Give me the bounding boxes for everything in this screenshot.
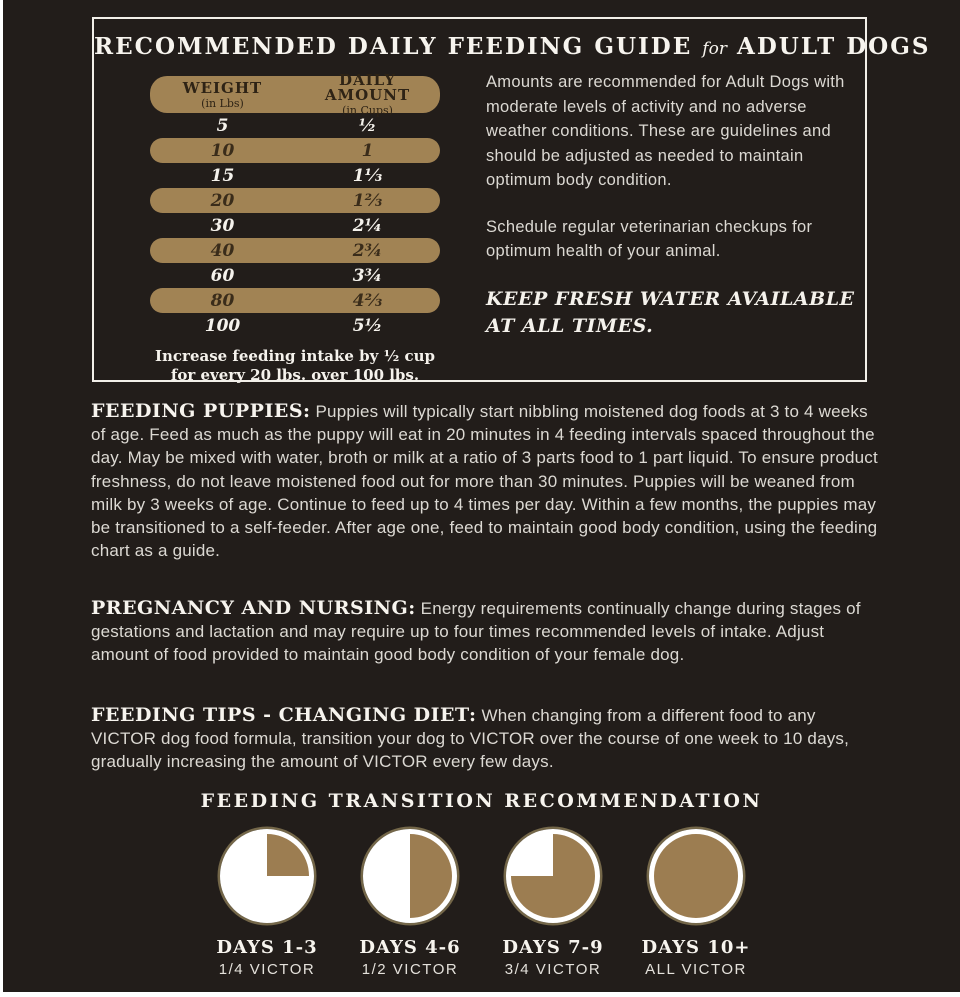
step-amount: 1/4 VICTOR bbox=[218, 961, 316, 978]
header-amount-label: DAILY AMOUNT bbox=[324, 71, 411, 104]
transition-step bbox=[339, 826, 482, 978]
guide-notes bbox=[486, 70, 858, 362]
note-fresh-water: KEEP FRESH WATER AVAILABLE AT ALL TIMES. bbox=[486, 287, 855, 337]
pie-chart-half bbox=[363, 829, 457, 923]
transition-title: FEEDING TRANSITION RECOMMENDATION bbox=[200, 790, 763, 812]
table-row bbox=[150, 313, 440, 338]
table-row bbox=[150, 113, 440, 138]
step-days: DAYS 4-6 bbox=[359, 937, 461, 958]
table-row bbox=[150, 263, 440, 288]
table-footnote bbox=[150, 347, 440, 385]
header-amount-sub: (in Cups) bbox=[342, 104, 393, 117]
row-amount: 2¾ bbox=[352, 240, 383, 261]
note-vet-checkups: Schedule regular veterinarian checkups for optimum health of your animal. bbox=[486, 217, 813, 260]
section-heading: FEEDING PUPPIES: bbox=[91, 400, 311, 422]
row-weight: 30 bbox=[210, 215, 235, 236]
feeding-table-header bbox=[150, 71, 440, 117]
header-weight-label: WEIGHT bbox=[182, 78, 263, 97]
row-weight: 10 bbox=[210, 140, 235, 161]
footnote-line1: Increase feeding intake by ½ cup bbox=[154, 347, 435, 365]
step-amount: ALL VICTOR bbox=[645, 961, 747, 978]
section-body: When changing from a different food to any VICTOR dog food formula, transition your dog to VICTOR over the course of one week to 10 days, gradually increasing the amount of VICTOR every few days. bbox=[91, 706, 850, 772]
label-panel bbox=[3, 0, 960, 992]
row-amount: 1 bbox=[361, 140, 374, 161]
transition-step bbox=[196, 826, 339, 978]
row-weight: 40 bbox=[210, 240, 235, 261]
guide-title bbox=[94, 33, 931, 60]
table-row bbox=[150, 138, 440, 163]
transition-step bbox=[625, 826, 768, 978]
step-days: DAYS 1-3 bbox=[216, 937, 318, 958]
table-row bbox=[150, 163, 440, 188]
step-amount: 1/2 VICTOR bbox=[361, 961, 459, 978]
section-body: Puppies will typically start nibbling moistened dog foods at 3 to 4 weeks of age. Feed as much as the puppy will eat in 20 minutes in 4 feeding intervals spaced throughout the day. May be mixed with water, broth or milk at a ratio of 3 parts food to 1 part liquid. To ensure product freshness, do not leave moistened food out for more than 30 minutes. Puppies will be weaned from milk by 3 weeks of age. Continue to feed up to 4 times per day. Within a few months, the puppies may be transitioned to a self-feeder. After age one, feed to maintain good body condition, using the feeding chart as a guide. bbox=[91, 402, 878, 561]
section-feeding-tips bbox=[91, 704, 879, 774]
section-heading: FEEDING TIPS - CHANGING DIET: bbox=[91, 704, 477, 726]
feeding-table bbox=[150, 71, 440, 385]
row-amount: 5½ bbox=[352, 315, 383, 336]
step-days: DAYS 10+ bbox=[641, 937, 751, 958]
step-days: DAYS 7-9 bbox=[502, 937, 604, 958]
feeding-guide-box bbox=[92, 17, 931, 384]
guide-title-main: RECOMMENDED DAILY FEEDING GUIDE bbox=[94, 33, 693, 60]
guide-title-end: ADULT DOGS bbox=[736, 33, 931, 60]
header-weight bbox=[150, 78, 295, 110]
row-weight: 60 bbox=[210, 265, 235, 286]
section-pregnancy-nursing bbox=[91, 597, 879, 667]
footnote-line2: for every 20 lbs. over 100 lbs. bbox=[170, 366, 420, 384]
row-weight: 15 bbox=[210, 165, 235, 186]
section-feeding-puppies bbox=[91, 400, 879, 562]
pie-chart-three-quarter bbox=[506, 829, 600, 923]
row-amount: 1⅓ bbox=[352, 165, 383, 186]
row-weight: 80 bbox=[210, 290, 235, 311]
row-amount: 4⅔ bbox=[352, 290, 383, 311]
table-row bbox=[150, 188, 440, 213]
row-weight: 100 bbox=[204, 315, 241, 336]
row-amount: 1⅔ bbox=[352, 190, 383, 211]
guide-title-for: for bbox=[702, 39, 727, 59]
note-amounts: Amounts are recommended for Adult Dogs with moderate levels of activity and no adverse weather conditions. These are guidelines and should be adjusted as needed to maintain optimum body condition. bbox=[486, 73, 845, 189]
row-amount: 2¼ bbox=[352, 215, 383, 236]
step-amount: 3/4 VICTOR bbox=[504, 961, 602, 978]
header-amount bbox=[295, 73, 440, 116]
header-weight-sub: (in Lbs) bbox=[201, 96, 244, 110]
section-heading: PREGNANCY AND NURSING: bbox=[91, 597, 416, 619]
row-weight: 20 bbox=[210, 190, 235, 211]
table-row bbox=[150, 288, 440, 313]
row-weight: 5 bbox=[216, 115, 229, 136]
table-row bbox=[150, 238, 440, 263]
transition-step bbox=[482, 826, 625, 978]
table-row bbox=[150, 213, 440, 238]
section-body: Energy requirements continually change during stages of gestations and lactation and may require up to four times recommended levels of intake. Adjust amount of food provided to maintain good body condition of your female dog. bbox=[91, 599, 861, 665]
pie-chart-full bbox=[649, 829, 743, 923]
row-amount: ½ bbox=[358, 115, 377, 136]
transition-steps bbox=[3, 826, 960, 978]
pie-chart-quarter bbox=[220, 829, 314, 923]
row-amount: 3¾ bbox=[352, 265, 383, 286]
